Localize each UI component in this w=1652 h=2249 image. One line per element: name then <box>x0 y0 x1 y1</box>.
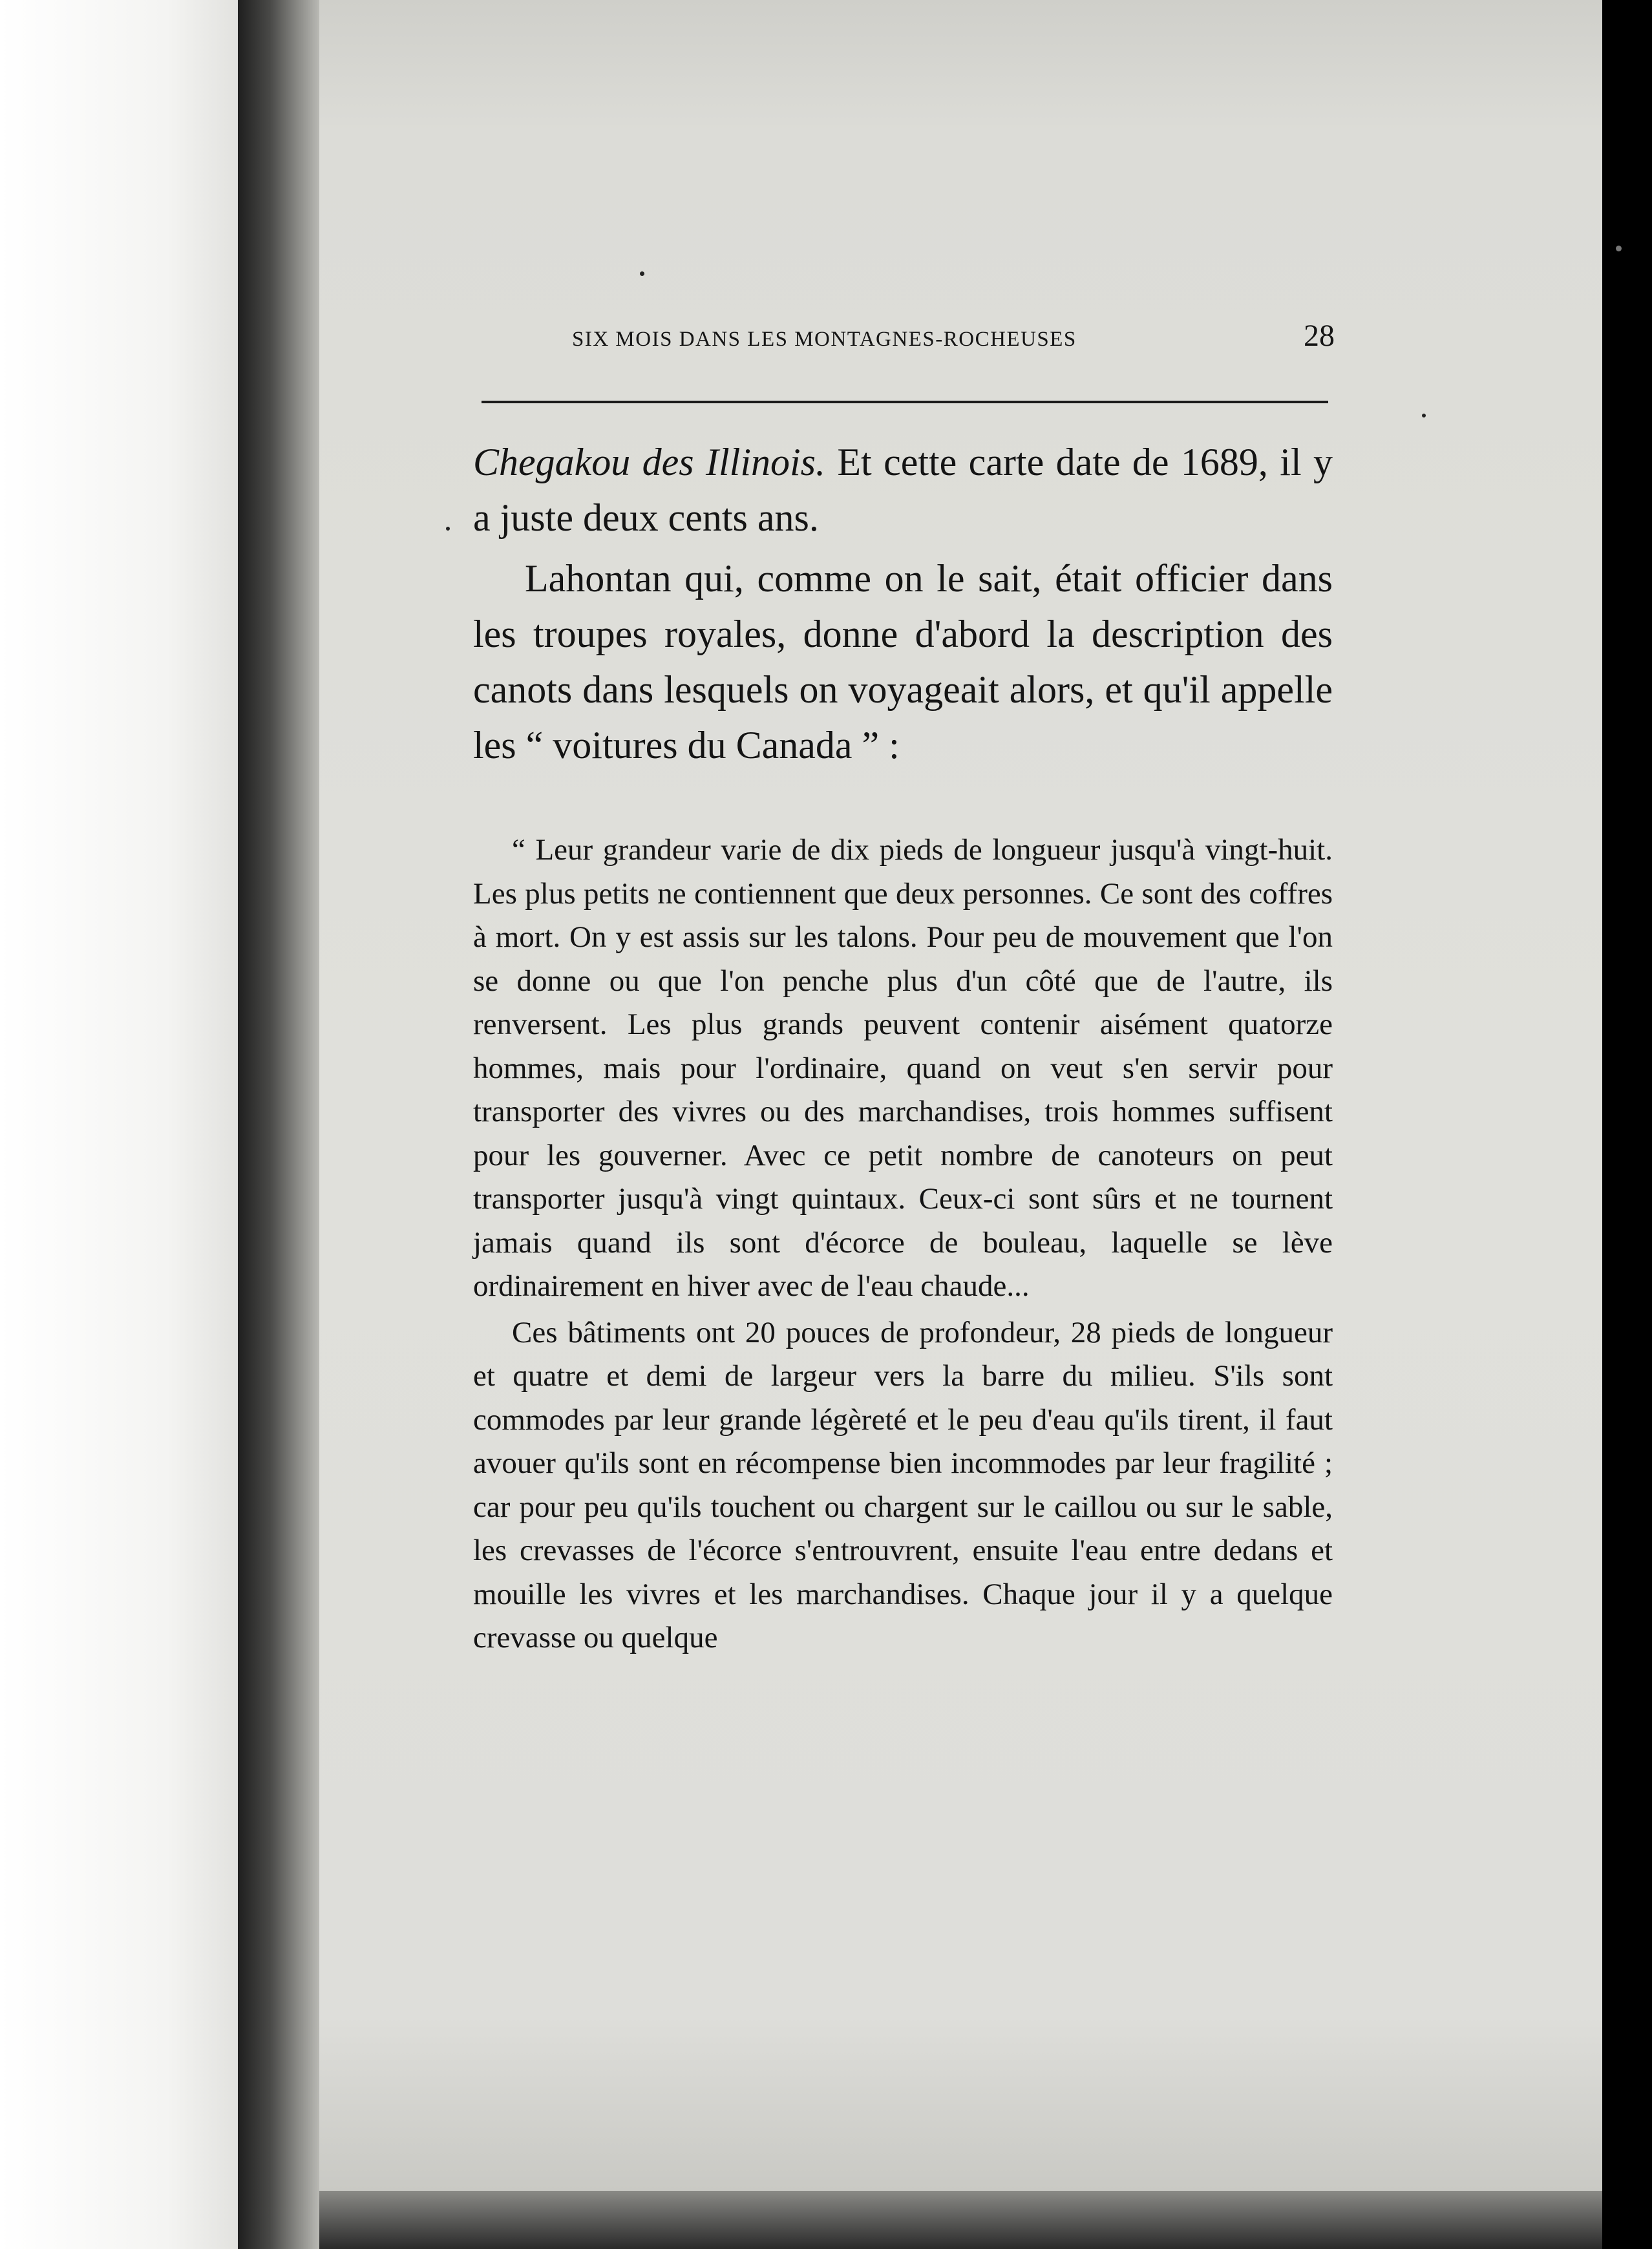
dust-speck <box>1616 246 1622 251</box>
page-body <box>473 434 1333 1660</box>
italic-lead: Chegakou des Illinois. <box>473 441 826 483</box>
page-bottom-shadow <box>319 2191 1602 2249</box>
paragraph-text: Et cette carte date de 1689, il y a juste deux cents ans. <box>473 441 1333 539</box>
page-number: 28 <box>1304 319 1335 353</box>
body-paragraph <box>473 434 1333 545</box>
quote-paragraph: Ces bâtiments ont 20 pouces de profondeur, 28 pieds de longueur et quatre et demi de largeur vers la barre du milieu. S'ils sont commodes par leur grande légèreté et le peu d'eau qu'ils tirent, il faut avouer qu'ils sont en récompense bien incommodes par leur fragilité ; car pour peu qu'ils touchent ou chargent sur le caillou ou sur le sable, les crevasses de l'écorce s'entrouvrent, ensuite l'eau entre dedans et mouille les vivres et les marchandises. Chaque jour il y a quelque crevasse ou quelque <box>473 1315 1333 1654</box>
running-head: SIX MOIS DANS LES MONTAGNES-ROCHEUSES <box>572 328 1077 351</box>
page-header <box>572 318 1335 357</box>
dust-speck <box>1422 414 1426 417</box>
book-gutter-shadow <box>238 0 319 2249</box>
header-rule <box>482 401 1328 403</box>
facing-page-edge <box>0 0 238 2249</box>
quote-paragraph: “ Leur grandeur varie de dix pieds de longueur jusqu'à vingt-huit. Les plus petits ne contiennent que deux personnes. Ce sont des coffres à mort. On y est assis sur les talons. Pour peu de mouvement que l'on se donne ou que l'on penche plus d'un côté que de l'autre, ils renversent. Les plus grands peuvent contenir aisément quatorze hommes, mais pour l'ordinaire, quand on veut s'en servir pour transporter des vivres ou des marchandises, trois hommes suffisent pour les gouverner. Avec ce petit nombre de canoteurs on peut transporter jusqu'à vingt quintaux. Ceux-ci sont sûrs et ne tournent jamais quand ils sont d'écorce de bouleau, laquelle se lève ordinairement en hiver avec de l'eau chaude... <box>473 833 1333 1303</box>
dust-speck <box>446 527 450 531</box>
scan-border <box>1602 0 1652 2249</box>
body-paragraph: Lahontan qui, comme on le sait, était officier dans les troupes royales, donne d'abord la description des canots dans lesquels on voyageait alors, et qu'il appelle les “ voitures du Canada ” : <box>473 557 1333 766</box>
dust-speck <box>640 271 644 276</box>
